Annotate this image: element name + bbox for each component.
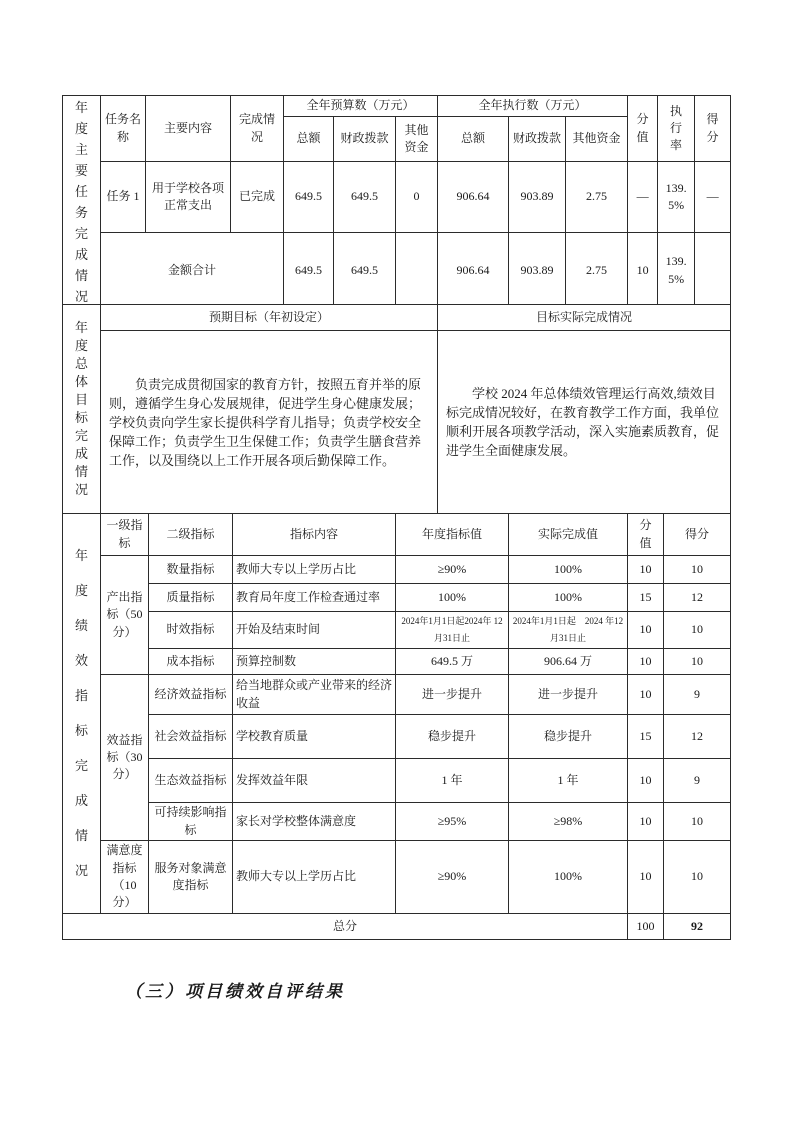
header-score: 得分 bbox=[695, 96, 731, 162]
header-exec-rate: 执行率 bbox=[658, 96, 695, 162]
task-row bbox=[63, 162, 731, 233]
header-main-content: 主要内容 bbox=[146, 96, 231, 162]
weight-cell: 10 bbox=[628, 612, 664, 649]
group-benefit-indicators: 效益指标（30分） bbox=[101, 675, 149, 841]
grand-total-score: 92 bbox=[664, 913, 731, 939]
task-budget-fiscal-cell: 649.5 bbox=[334, 162, 396, 233]
target-cell: 649.5 万 bbox=[396, 649, 509, 675]
content-cell: 给当地群众或产业带来的经济收益 bbox=[233, 675, 396, 715]
level2-cell: 时效指标 bbox=[149, 612, 233, 649]
weight-cell: 10 bbox=[628, 649, 664, 675]
score-cell: 10 bbox=[664, 803, 731, 841]
content-cell: 家长对学校整体满意度 bbox=[233, 803, 396, 841]
total-score-cell bbox=[695, 233, 731, 309]
header-budget-total: 总额 bbox=[284, 116, 334, 162]
content-cell: 发挥效益年限 bbox=[233, 759, 396, 803]
actual-cell: 稳步提升 bbox=[509, 715, 628, 759]
content-cell: 开始及结束时间 bbox=[233, 612, 396, 649]
indicator-row bbox=[63, 649, 731, 675]
level2-cell: 成本指标 bbox=[149, 649, 233, 675]
indicator-row bbox=[63, 675, 731, 715]
actual-cell: 100% bbox=[509, 556, 628, 584]
weight-cell: 15 bbox=[628, 715, 664, 759]
amount-total-label: 金额合计 bbox=[101, 233, 284, 309]
header-execution-group: 全年执行数（万元） bbox=[438, 96, 628, 117]
actual-cell: 2024年1月1日起 2024 年12月31日止 bbox=[509, 612, 628, 649]
header-actual-completion: 目标实际完成情况 bbox=[438, 305, 731, 331]
weight-cell: 15 bbox=[628, 584, 664, 612]
content-cell: 教育局年度工作检查通过率 bbox=[233, 584, 396, 612]
header-exec-fiscal: 财政拨款 bbox=[509, 116, 566, 162]
total-budget-total-cell: 649.5 bbox=[284, 233, 334, 309]
level2-cell: 可持续影响指标 bbox=[149, 803, 233, 841]
target-cell: ≥90% bbox=[396, 556, 509, 584]
header-level2-indicator: 二级指标 bbox=[149, 514, 233, 556]
grand-total-weight: 100 bbox=[628, 913, 664, 939]
actual-cell: 进一步提升 bbox=[509, 675, 628, 715]
target-cell: 稳步提升 bbox=[396, 715, 509, 759]
header-indicator-score: 得分 bbox=[664, 514, 731, 556]
task-rate-cell: 139.5% bbox=[658, 162, 695, 233]
group-satisfaction-indicators: 满意度指标（10分） bbox=[101, 841, 149, 914]
weight-cell: 10 bbox=[628, 759, 664, 803]
content-cell: 教师大专以上学历占比 bbox=[233, 841, 396, 914]
actual-cell: 1 年 bbox=[509, 759, 628, 803]
target-cell: ≥95% bbox=[396, 803, 509, 841]
task-budget-total-cell: 649.5 bbox=[284, 162, 334, 233]
indicator-row bbox=[63, 612, 731, 649]
section-heading: （三）项目绩效自评结果 bbox=[125, 982, 345, 1001]
weight-cell: 10 bbox=[628, 556, 664, 584]
header-task-name: 任务名称 bbox=[101, 96, 146, 162]
indicator-row bbox=[63, 803, 731, 841]
content-cell: 学校教育质量 bbox=[233, 715, 396, 759]
score-cell: 12 bbox=[664, 584, 731, 612]
score-cell: 10 bbox=[664, 556, 731, 584]
content-cell: 预算控制数 bbox=[233, 649, 396, 675]
goals-section-vertical-label bbox=[63, 305, 101, 514]
score-cell: 9 bbox=[664, 675, 731, 715]
level2-cell: 生态效益指标 bbox=[149, 759, 233, 803]
task-completion-cell: 已完成 bbox=[231, 162, 284, 233]
total-budget-fiscal-cell: 649.5 bbox=[334, 233, 396, 309]
indicators-section-label-text: 年度绩效指标完成情况 bbox=[74, 548, 88, 879]
score-cell: 10 bbox=[664, 649, 731, 675]
performance-indicators-table bbox=[62, 513, 731, 940]
score-cell: 12 bbox=[664, 715, 731, 759]
task-budget-other-cell: 0 bbox=[396, 162, 438, 233]
actual-completion-text: 学校 2024 年总体绩效管理运行高效,绩效目标完成情况较好，在教育教学工作方面，我单位顺利开展各项教学活动，深入实施素质教育，促进学生全面健康发展。 bbox=[438, 331, 731, 514]
annual-goals-table bbox=[62, 304, 731, 514]
indicator-row bbox=[63, 841, 731, 914]
expected-goal-text: 负责完成贯彻国家的教育方针，按照五育并举的原则，遵循学生身心发展规律，促进学生身心健康发展；学校负责向学生家长提供科学育儿指导；负责学校安全保障工作；负责学生卫生保健工作；负责学生膳食营养工作，以及围绕以上工作开展各项后勤保障工作。 bbox=[101, 331, 438, 514]
header-actual-value: 实际完成值 bbox=[509, 514, 628, 556]
level2-cell: 质量指标 bbox=[149, 584, 233, 612]
level2-cell: 数量指标 bbox=[149, 556, 233, 584]
task-exec-total-cell: 906.64 bbox=[438, 162, 509, 233]
target-cell: 100% bbox=[396, 584, 509, 612]
header-budget-other: 其他资金 bbox=[396, 116, 438, 162]
amount-total-row bbox=[63, 233, 731, 309]
indicators-section-vertical-label bbox=[63, 514, 101, 914]
total-exec-total-cell: 906.64 bbox=[438, 233, 509, 309]
indicator-row bbox=[63, 584, 731, 612]
indicator-row bbox=[63, 715, 731, 759]
score-cell: 10 bbox=[664, 612, 731, 649]
weight-cell: 10 bbox=[628, 803, 664, 841]
indicator-row bbox=[63, 759, 731, 803]
header-completion: 完成情况 bbox=[231, 96, 284, 162]
tasks-section-vertical-label bbox=[63, 96, 101, 309]
score-cell: 9 bbox=[664, 759, 731, 803]
target-cell: 1 年 bbox=[396, 759, 509, 803]
group-output-indicators: 产出指标（50分） bbox=[101, 556, 149, 675]
task-score-cell: — bbox=[695, 162, 731, 233]
target-cell: 2024年1月1日起2024年 12月31日止 bbox=[396, 612, 509, 649]
indicator-row bbox=[63, 556, 731, 584]
target-cell: ≥90% bbox=[396, 841, 509, 914]
total-weight-cell: 10 bbox=[628, 233, 658, 309]
header-indicator-content: 指标内容 bbox=[233, 514, 396, 556]
header-level1-indicator: 一级指标 bbox=[101, 514, 149, 556]
grand-total-label: 总分 bbox=[63, 913, 628, 939]
content-cell: 教师大专以上学历占比 bbox=[233, 556, 396, 584]
task-name-cell: 任务 1 bbox=[101, 162, 146, 233]
weight-cell: 10 bbox=[628, 675, 664, 715]
header-budget-fiscal: 财政拨款 bbox=[334, 116, 396, 162]
actual-cell: 100% bbox=[509, 841, 628, 914]
task-weight-cell: — bbox=[628, 162, 658, 233]
total-budget-other-cell bbox=[396, 233, 438, 309]
task-exec-fiscal-cell: 903.89 bbox=[509, 162, 566, 233]
header-expected-goal: 预期目标（年初设定） bbox=[101, 305, 438, 331]
task-exec-other-cell: 2.75 bbox=[566, 162, 628, 233]
header-weight: 分值 bbox=[628, 96, 658, 162]
grand-total-row bbox=[63, 913, 731, 939]
header-indicator-weight: 分值 bbox=[628, 514, 664, 556]
weight-cell: 10 bbox=[628, 841, 664, 914]
actual-cell: 906.64 万 bbox=[509, 649, 628, 675]
target-cell: 进一步提升 bbox=[396, 675, 509, 715]
actual-cell: ≥98% bbox=[509, 803, 628, 841]
header-exec-other: 其他资金 bbox=[566, 116, 628, 162]
header-exec-total: 总额 bbox=[438, 116, 509, 162]
level2-cell: 社会效益指标 bbox=[149, 715, 233, 759]
level2-cell: 服务对象满意度指标 bbox=[149, 841, 233, 914]
annual-tasks-table bbox=[62, 95, 731, 309]
task-content-cell: 用于学校各项正常支出 bbox=[146, 162, 231, 233]
actual-cell: 100% bbox=[509, 584, 628, 612]
score-cell: 10 bbox=[664, 841, 731, 914]
total-exec-other-cell: 2.75 bbox=[566, 233, 628, 309]
total-exec-fiscal-cell: 903.89 bbox=[509, 233, 566, 309]
header-annual-target: 年度指标值 bbox=[396, 514, 509, 556]
goals-section-label-text: 年度总体目标完成情况 bbox=[74, 320, 88, 497]
header-budget-group: 全年预算数（万元） bbox=[284, 96, 438, 117]
level2-cell: 经济效益指标 bbox=[149, 675, 233, 715]
tasks-section-label-text: 年度主要任务完成情况 bbox=[74, 100, 88, 304]
total-rate-cell: 139.5% bbox=[658, 233, 695, 309]
